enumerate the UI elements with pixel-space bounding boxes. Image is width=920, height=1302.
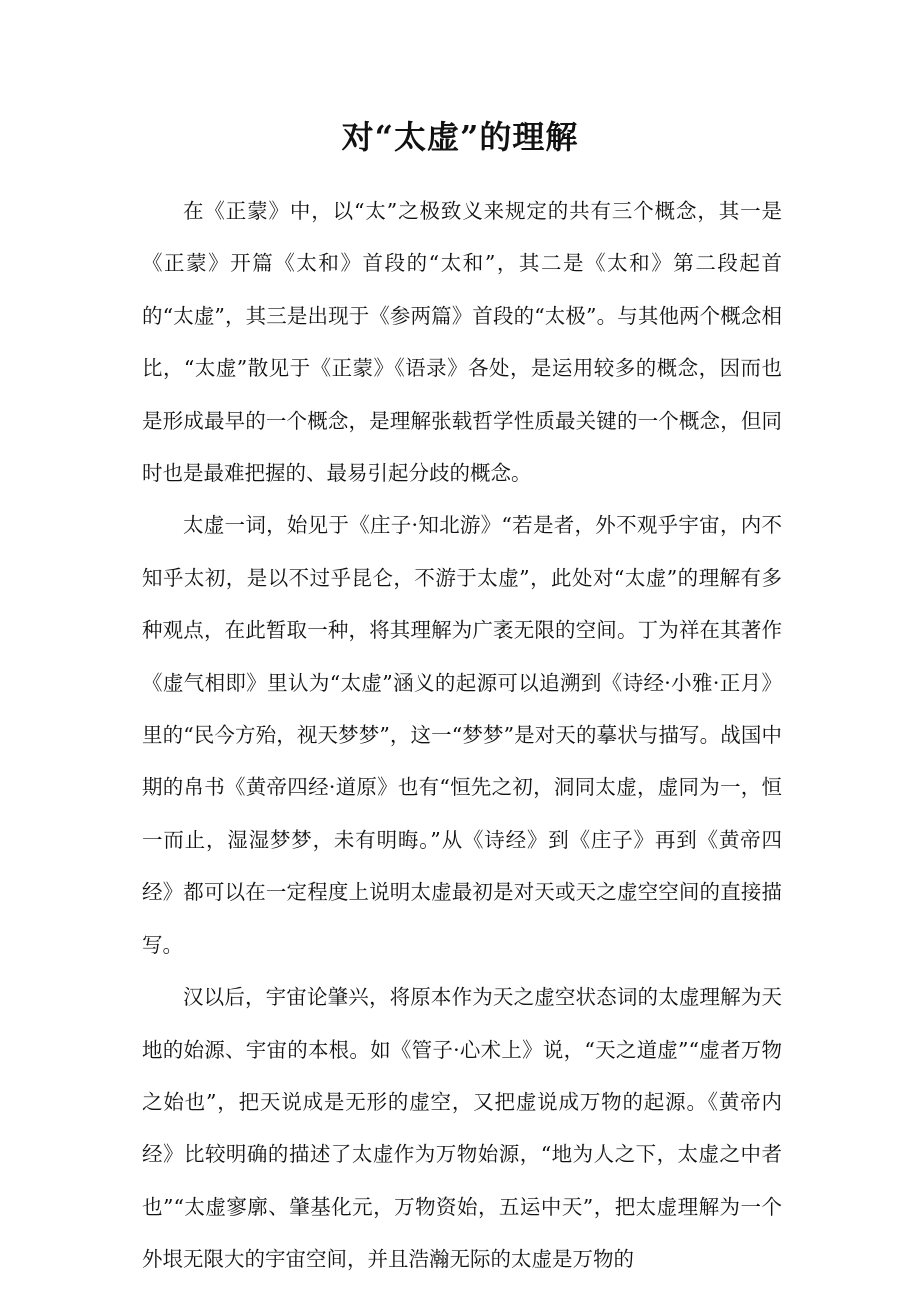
paragraph: 汉以后，宇宙论肇兴，将原本作为天之虚空状态词的太虚理解为天地的始源、宇宙的本根。如《管子·心术上》说，“天之道虚”“虚者万物之始也”，把天说成是无形的虚空，又把虚说成万物的起源。《黄帝内经》比较明确的描述了太虚作为万物始源，“地为人之下，太虚之中者也”“太虚寥廓、肇基化元，万物资始，五运中天”，把太虚理解为一个外垠无限大的宇宙空间，并且浩瀚无际的太虚是万物的 (142, 985, 782, 1272)
document-body (142, 185, 782, 1286)
paragraph: 在《正蒙》中，以“太”之极致义来规定的共有三个概念，其一是《正蒙》开篇《太和》首段的“太和”，其二是《太和》第二段起首的“太虚”，其三是出现于《参两篇》首段的“太极”。与其他两个概念相比，“太虚”散见于《正蒙》《语录》各处，是运用较多的概念，因而也是形成最早的一个概念，是理解张载哲学性质最关键的一个概念，但同时也是最难把握的、最易引起分歧的概念。 (142, 199, 782, 486)
document-title: 对“太虚”的理解 (341, 118, 579, 156)
paragraph: 太虚一词，始见于《庄子·知北游》“若是者，外不观乎宇宙，内不知乎太初，是以不过乎昆仑，不游于太虚”，此处对“太虚”的理解有多种观点，在此暂取一种，将其理解为广袤无限的空间。丁为祥在其著作《虚气相即》里认为“太虚”涵义的起源可以追溯到《诗经·小雅·正月》里的“民今方殆，视天梦梦”，这一“梦梦”是对天的摹状与描写。战国中期的帛书《黄帝四经·道原》也有“恒先之初，洞同太虚，虚同为一，恒一而止，湿湿梦梦，未有明晦。”从《诗经》到《庄子》再到《黄帝四经》都可以在一定程度上说明太虚最初是对天或天之虚空空间的直接描写。 (142, 513, 782, 957)
